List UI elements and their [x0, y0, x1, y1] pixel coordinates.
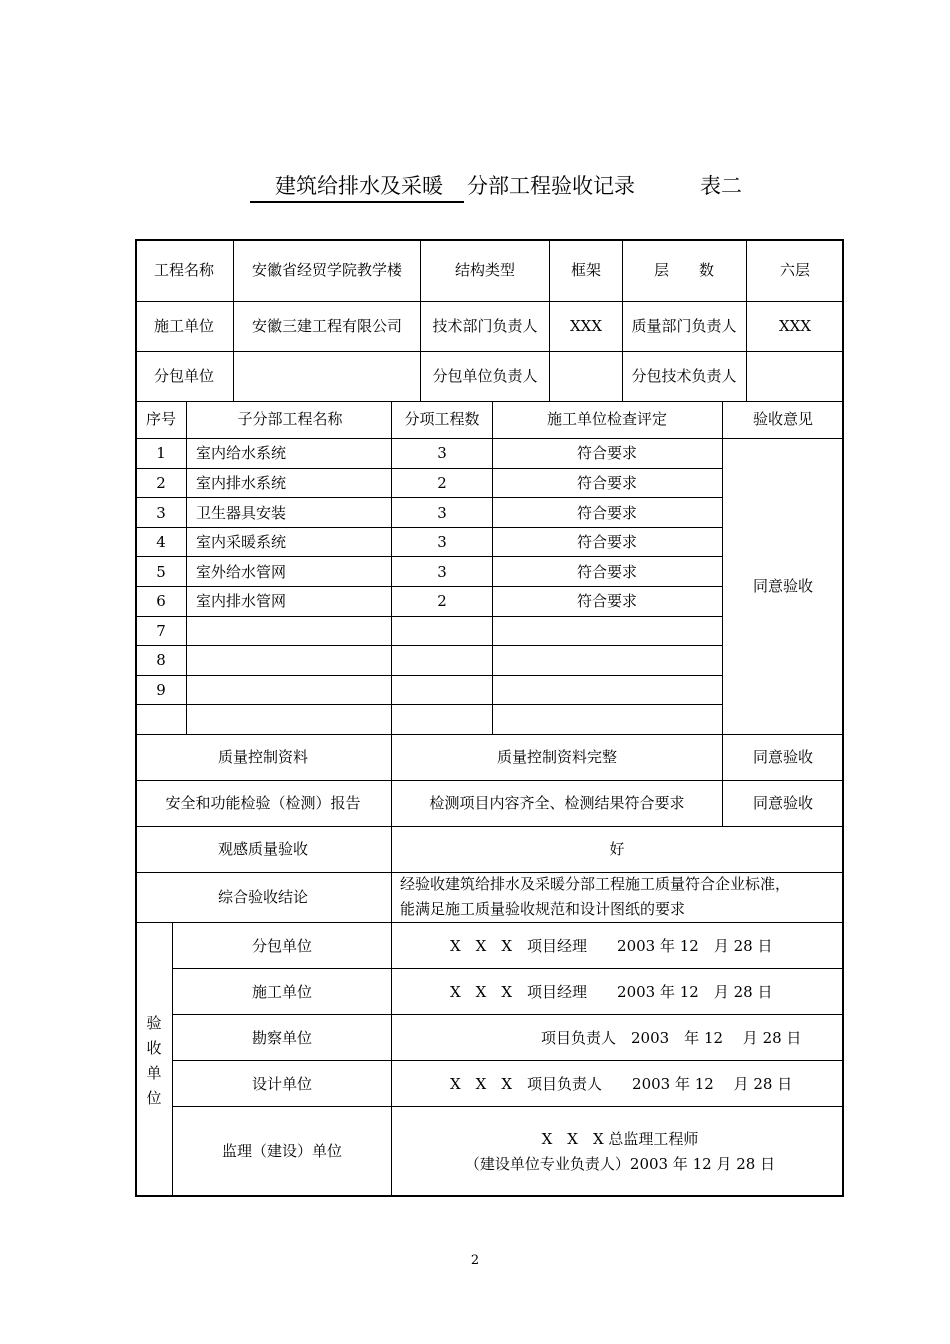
title-underline [250, 201, 464, 203]
quality-head-label: 质量部门负责人 [631, 317, 737, 335]
header-opinion: 验收意见 [752, 410, 814, 428]
project-name-label: 工程名称 [153, 261, 215, 279]
unit-sign-contractor: X X X 项目经理 2003 年 12 月 28 日 [450, 983, 773, 1001]
safety-opinion: 同意验收 [752, 794, 814, 812]
contractor-value: 安徽三建工程有限公司 [251, 317, 403, 335]
safety-label: 安全和功能检验（检测）报告 [165, 794, 361, 812]
header-sub-name: 子分部工程名称 [237, 410, 343, 428]
items-opinion: 同意验收 [752, 577, 814, 595]
header-no: 序号 [145, 410, 177, 428]
project-name-value: 安徽省经贸学院教学楼 [251, 261, 403, 279]
floors-label: 层 数 [653, 261, 715, 279]
safety-value: 检测项目内容齐全、检测结果符合要求 [429, 794, 685, 812]
quality-head-value: XXX [778, 317, 812, 335]
supervisor-sign-line-2: （建设单位专业负责人）2003 年 12 月 28 日 [464, 1155, 776, 1173]
unit-label-contractor: 施工单位 [251, 983, 313, 1001]
table-number: 表二 [700, 174, 742, 198]
qc-value: 质量控制资料完整 [496, 748, 618, 766]
title-suffix: 分部工程验收记录 [467, 174, 635, 198]
contractor-label: 施工单位 [153, 317, 215, 335]
document-title [0, 170, 950, 202]
unit-label-supervisor: 监理（建设）单位 [221, 1142, 343, 1160]
header-count: 分项工程数 [404, 410, 480, 428]
unit-label-survey: 勘察单位 [251, 1029, 313, 1047]
subcontractor-label: 分包单位 [153, 367, 215, 385]
header-eval: 施工单位检查评定 [546, 410, 668, 428]
visual-value: 好 [609, 840, 625, 858]
unit-sign-design: X X X 项目负责人 2003 年 12 月 28 日 [450, 1075, 793, 1093]
supervisor-sign-line-1: X X X 总监理工程师 [541, 1130, 699, 1148]
structure-type-value: 框架 [570, 261, 602, 279]
floors-value: 六层 [779, 261, 811, 279]
unit-sign-survey: 项目负责人 2003 年 12 月 28 日 [541, 1029, 802, 1047]
qc-label: 质量控制资料 [217, 748, 309, 766]
title-main: 建筑给排水及采暖 [275, 174, 443, 198]
structure-type-label: 结构类型 [454, 261, 516, 279]
conclusion-label: 综合验收结论 [217, 888, 309, 906]
sub-head-label: 分包单位负责人 [432, 367, 538, 385]
tech-head-value: XXX [569, 317, 603, 335]
unit-label-subcontractor: 分包单位 [251, 937, 313, 955]
unit-label-design: 设计单位 [251, 1075, 313, 1093]
tech-head-label: 技术部门负责人 [432, 317, 538, 335]
sub-tech-label: 分包技术负责人 [631, 367, 737, 385]
conclusion-line-1: 经验收建筑给排水及采暖分部工程施工质量符合企业标准， [400, 875, 791, 893]
visual-label: 观感质量验收 [217, 840, 309, 858]
qc-opinion: 同意验收 [752, 748, 814, 766]
page-number: 2 [470, 1253, 480, 1268]
conclusion-line-2: 能满足施工质量验收规范和设计图纸的要求 [400, 900, 686, 918]
unit-sign-subcontractor: X X X 项目经理 2003 年 12 月 28 日 [450, 937, 773, 955]
